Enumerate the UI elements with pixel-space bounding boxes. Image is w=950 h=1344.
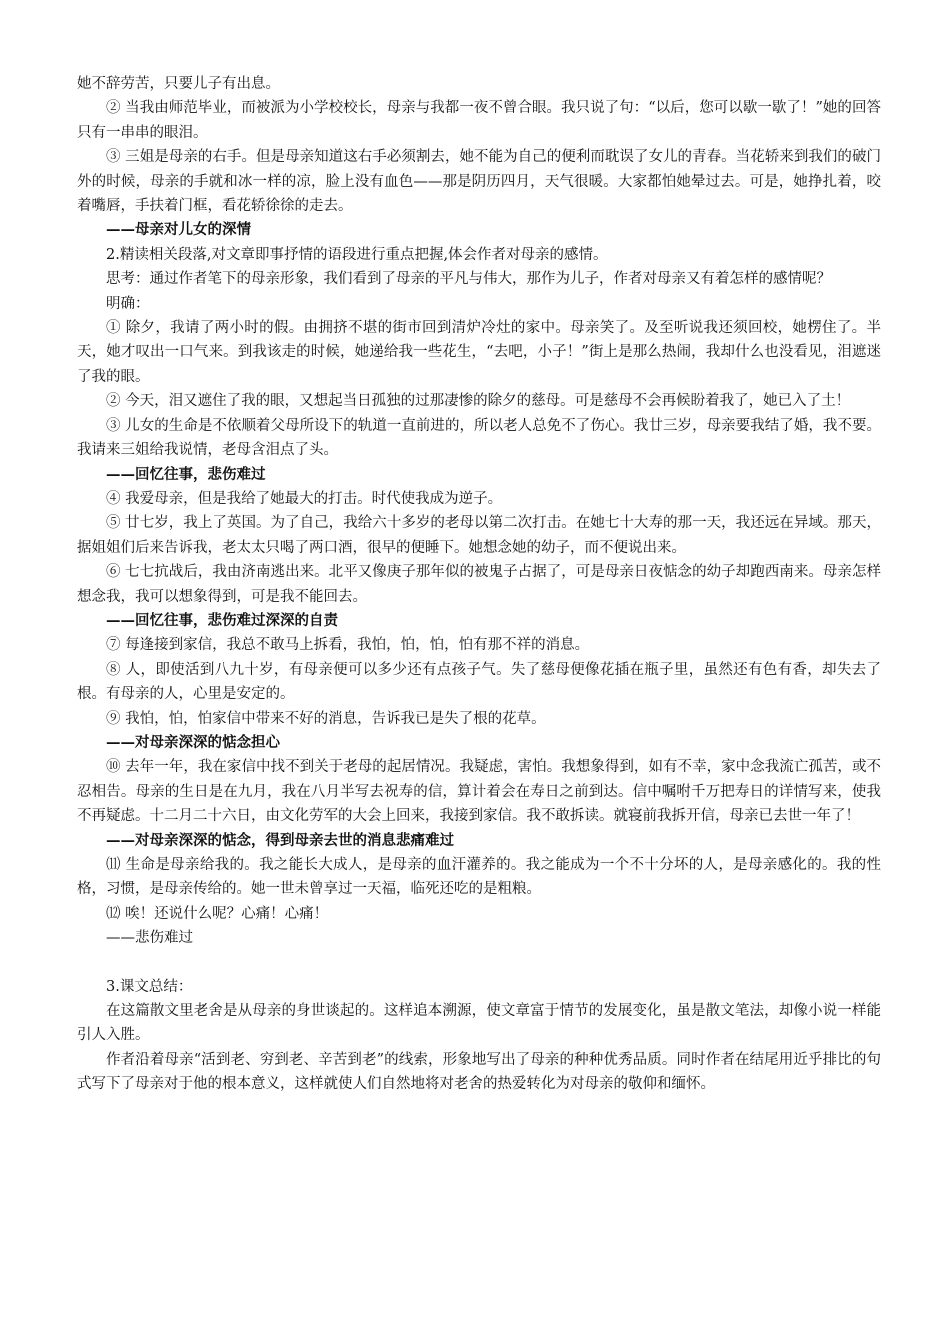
paragraph: ② 当我由师范毕业，而被派为小学校校长，母亲与我都一夜不曾合眼。我只说了句：“以后，您可以歇一歇了！”她的回答只有一串串的眼泪。 xyxy=(77,100,881,141)
paragraph: 2.精读相关段落,对文章即事抒情的语段进行重点把握,体会作者对母亲的感情。 xyxy=(106,246,608,263)
paragraph: ⑾ 生命是母亲给我的。我之能长大成人，是母亲的血汗灌养的。我之能成为一个不十分坏的人，是母亲感化的。我的性格，习惯，是母亲传给的。她一世未曾享过一天福，临死还吃的是粗粮。 xyxy=(77,857,881,898)
paragraph: ③ 三姐是母亲的右手。但是母亲知道这右手必须割去，她不能为自己的便利而耽误了女儿的青春。当花轿来到我们的破门外的时候，母亲的手就和冰一样的凉，脸上没有血色——那是阴历四月，天气很暖。大家都怕她晕过去。可是，她挣扎着，咬着嘴唇，手扶着门框，看花轿徐徐的走去。 xyxy=(77,149,881,215)
section-summary-heading: ——对母亲深深的惦念，得到母亲去世的消息悲痛难过 xyxy=(106,831,454,849)
paragraph: ⑨ 我怕，怕，怕家信中带来不好的消息，告诉我已是失了根的花草。 xyxy=(106,710,546,727)
paragraph: ④ 我爱母亲，但是我给了她最大的打击。时代使我成为逆子。 xyxy=(106,490,503,507)
paragraph: ③ 儿女的生命是不依顺着父母所设下的轨道一直前进的，所以老人总免不了伤心。我廿三岁，母亲要我结了婚，我不要。我请来三姐给我说情，老母含泪点了头。 xyxy=(77,417,881,459)
document-page xyxy=(77,72,881,1097)
blank-line xyxy=(77,951,881,975)
paragraph: 在这篇散文里老舍是从母亲的身世谈起的。这样追本溯源，使文章富于情节的发展变化，虽是散文笔法，却像小说一样能引人入胜。 xyxy=(77,1003,881,1044)
paragraph: ⑧ 人，即使活到八九十岁，有母亲便可以多少还有点孩子气。失了慈母便像花插在瓶子里，虽然还有色有香，却失去了根。有母亲的人，心里是安定的。 xyxy=(77,661,881,703)
section-summary-note: ——悲伤难过 xyxy=(106,930,193,947)
section-summary-heading: ——对母亲深深的惦念担心 xyxy=(106,733,280,751)
paragraph: 作者沿着母亲“活到老、穷到老、辛苦到老”的线索，形象地写出了母亲的种种优秀品质。同时作者在结尾用近乎排比的句式写下了母亲对于他的根本意义，这样就使人们自然地将对老舍的热爱转化为对母亲的敬仰和缅怀。 xyxy=(77,1051,881,1093)
section-summary-heading: ——回忆往事，悲伤难过深深的自责 xyxy=(106,611,338,629)
paragraph: ⑦ 每逢接到家信，我总不敢马上拆看，我怕，怕，怕，怕有那不祥的消息。 xyxy=(106,637,590,654)
section-summary-heading: ——母亲对儿女的深情 xyxy=(106,221,251,239)
paragraph: ⑤ 廿七岁，我上了英国。为了自己，我给六十多岁的老母以第二次打击。在她七十大寿的那一天，我还远在异域。那天，据姐姐们后来告诉我，老太太只喝了两口酒，很早的便睡下。她想念她的幼子，而不便说出来。 xyxy=(77,515,881,556)
paragraph: ② 今天，泪又遮住了我的眼，又想起当日孤独的过那凄惨的除夕的慈母。可是慈母不会再候盼着我了，她已入了土！ xyxy=(106,393,851,410)
paragraph: ① 除夕，我请了两小时的假。由拥挤不堪的街市回到清炉冷灶的家中。母亲笑了。及至听说我还须回校，她楞住了。半天，她才叹出一口气来。到我该走的时候，她递给我一些花生，“去吧，小子！”街上是那么热闹，我却什么也没看见，泪遮迷了我的眼。 xyxy=(77,320,881,385)
section-heading: 3.课文总结： xyxy=(106,978,193,995)
paragraph: ⑩ 去年一年，我在家信中找不到关于老母的起居情况。我疑虑，害怕。我想象得到，如有不幸，家中念我流亡孤苦，或不忍相告。母亲的生日是在九月，我在八月半写去祝寿的信，算计着会在寿日之前到达。信中嘱咐千万把寿日的详情写来，使我不再疑虑。十二月二十六日，由文化劳军的大会上回来，我接到家信。我不敢拆读。就寝前我拆开信，母亲已去世一年了！ xyxy=(77,759,881,825)
paragraph: 思考：通过作者笔下的母亲形象，我们看到了母亲的平凡与伟大，那作为儿子，作者对母亲又有着怎样的感情呢？ xyxy=(106,271,831,288)
paragraph: ⑿ 唉！还说什么呢？心痛！心痛！ xyxy=(106,905,329,922)
paragraph: ⑥ 七七抗战后，我由济南逃出来。北平又像庚子那年似的被鬼子占据了，可是母亲日夜惦念的幼子却跑西南来。母亲怎样想念我，我可以想象得到，可是我不能回去。 xyxy=(77,564,881,605)
paragraph: 她不辞劳苦，只要儿子有出息。 xyxy=(77,76,280,92)
paragraph: 明确： xyxy=(106,295,150,312)
section-summary-heading: ——回忆往事，悲伤难过 xyxy=(106,465,266,483)
